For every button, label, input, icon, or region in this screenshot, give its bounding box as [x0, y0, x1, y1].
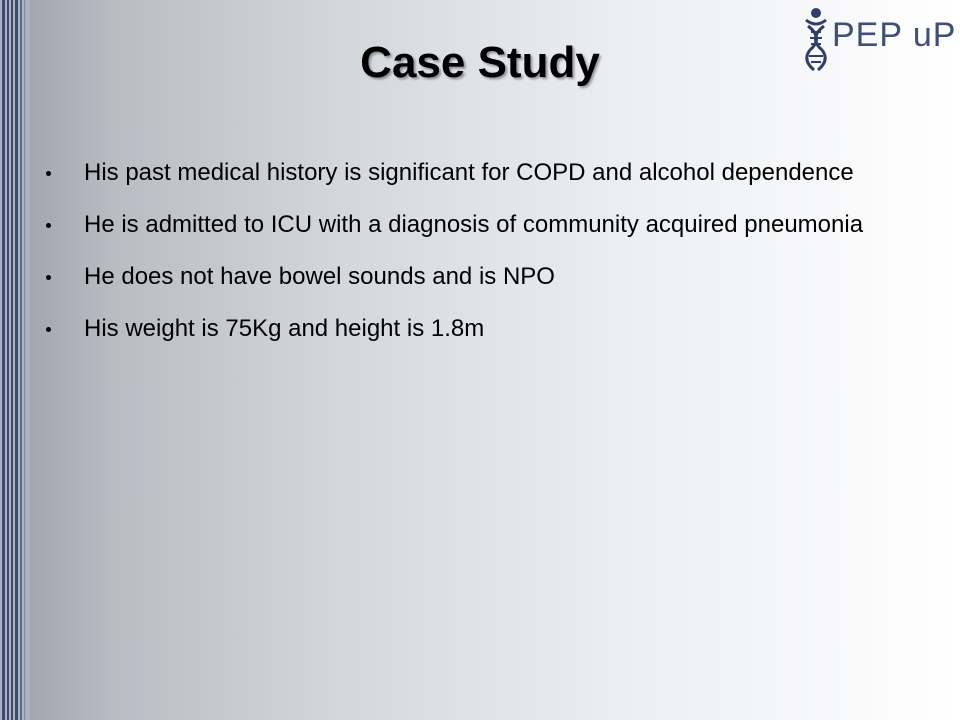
bullet-text: His past medical history is significant for COPD and alcohol dependence [84, 159, 854, 186]
bullet-text: His weight is 75Kg and height is 1.8m [84, 315, 485, 342]
bullet-list [44, 155, 924, 363]
bullet-dot-icon [46, 223, 51, 228]
bullet-item [44, 259, 924, 295]
slide-title: Case Study [360, 38, 600, 87]
bullet-text: He is admitted to ICU with a diagnosis of community acquired pneumonia [84, 211, 864, 238]
bullet-text: He does not have bowel sounds and is NPO [84, 263, 555, 290]
bullet-item [44, 155, 924, 191]
bullet-dot-icon [46, 171, 51, 176]
bullet-dot-icon [46, 275, 51, 280]
bullet-item [44, 207, 924, 243]
logo-text: PEP uP [832, 16, 957, 54]
bullet-dot-icon [46, 327, 51, 332]
left-stripe-decoration [0, 0, 30, 720]
bullet-item [44, 311, 924, 347]
